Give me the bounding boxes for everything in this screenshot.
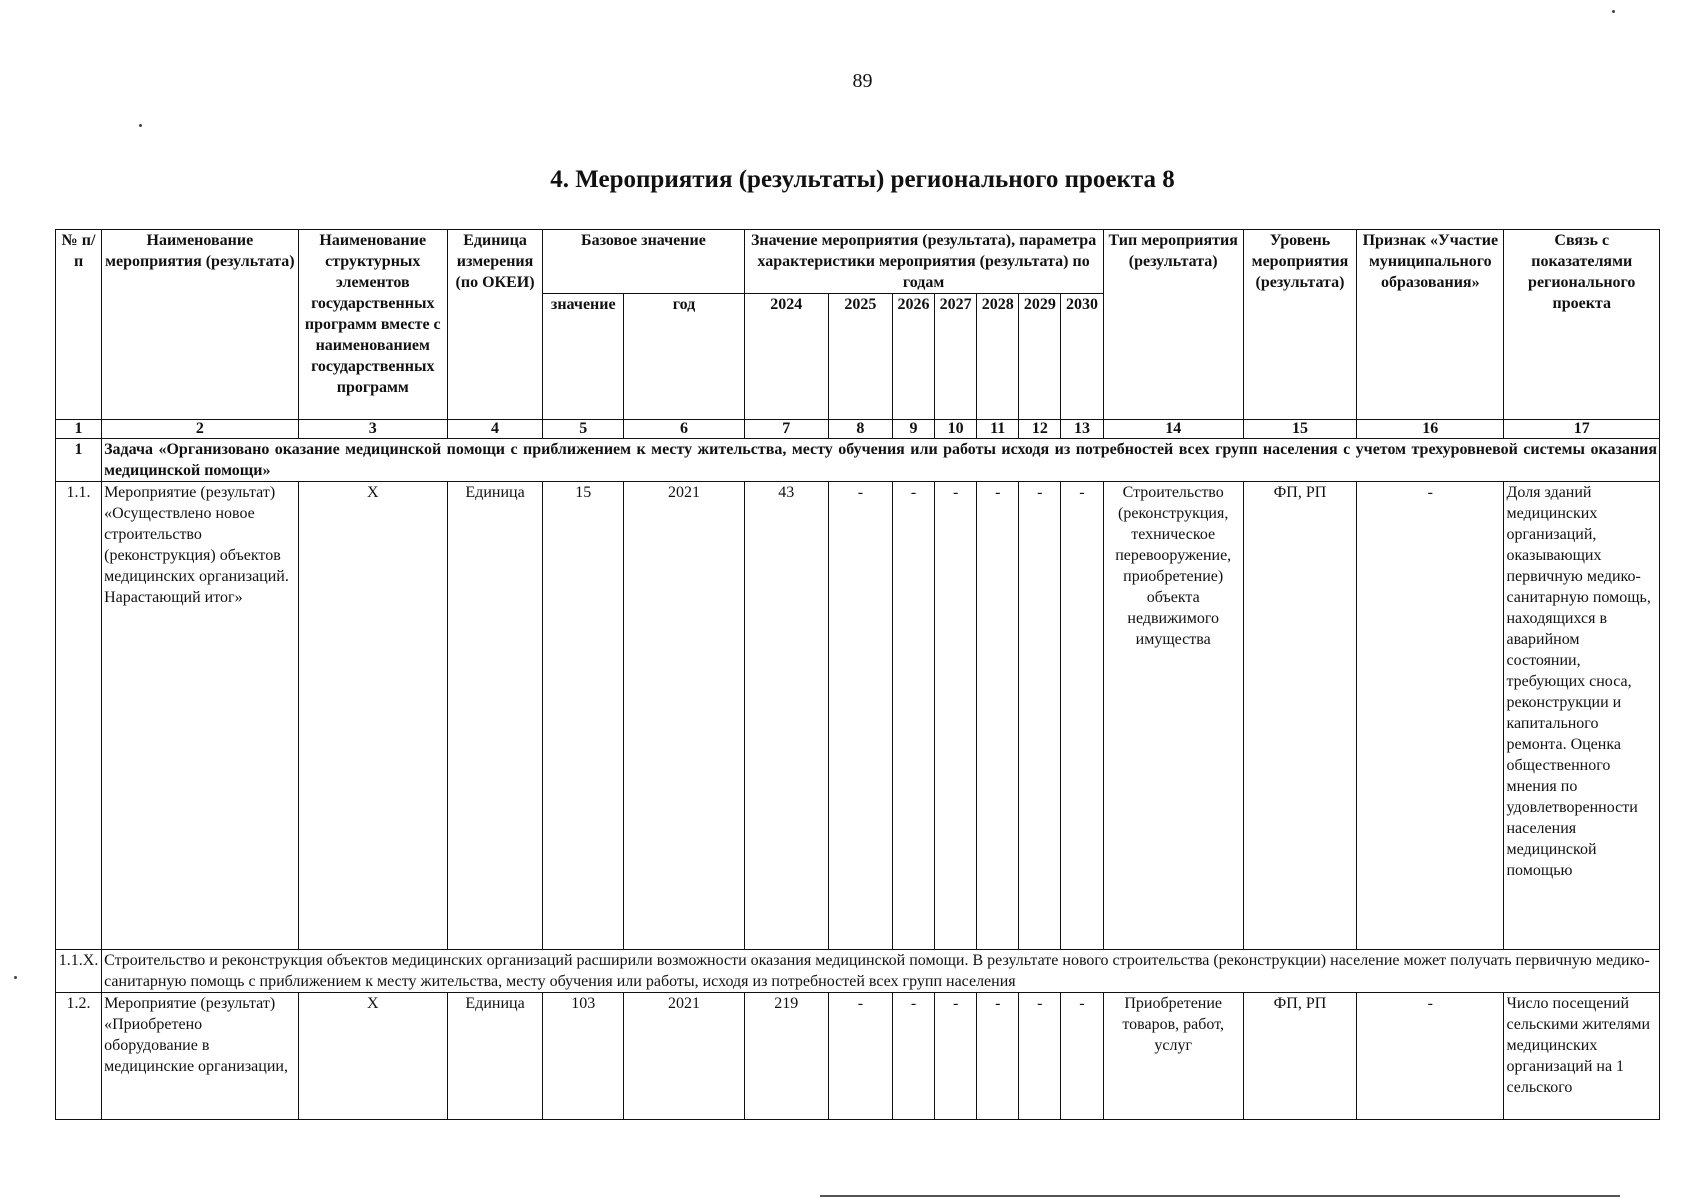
column-number: 3 — [298, 420, 447, 439]
header-name: Наименование мероприятия (результата) — [102, 230, 298, 420]
scan-speck — [14, 976, 17, 979]
note-num: 1.1.Х. — [56, 950, 102, 993]
column-number: 4 — [447, 420, 542, 439]
row-base-year: 2021 — [624, 993, 744, 1120]
column-number: 10 — [935, 420, 977, 439]
scan-speck — [139, 124, 142, 127]
column-number: 14 — [1103, 420, 1243, 439]
header-year: 2030 — [1061, 294, 1103, 420]
row-type: Приобретение товаров, работ, услуг — [1103, 993, 1243, 1120]
column-number: 1 — [56, 420, 102, 439]
header-year: 2025 — [828, 294, 892, 420]
column-number: 6 — [624, 420, 744, 439]
row-unit: Единица — [447, 482, 542, 950]
task-row — [56, 439, 1660, 482]
column-number: 11 — [977, 420, 1019, 439]
column-number: 7 — [744, 420, 828, 439]
note-row — [56, 950, 1660, 993]
row-value: - — [828, 993, 892, 1120]
header-base: Базовое значение — [543, 230, 744, 294]
header-sign: Признак «Участие муниципального образования» — [1357, 230, 1504, 420]
scan-artifact-line — [820, 1195, 1620, 1197]
column-number: 8 — [828, 420, 892, 439]
column-number: 17 — [1504, 420, 1660, 439]
header-year: 2029 — [1019, 294, 1061, 420]
header-values: Значение мероприятия (результата), параметра характеристики мероприятия (результата) по годам — [744, 230, 1103, 294]
header-num: № п/п — [56, 230, 102, 420]
header-year: 2026 — [893, 294, 935, 420]
row-value: - — [893, 993, 935, 1120]
row-value: - — [893, 482, 935, 950]
row-link: Число посещений сельскими жителями медицинских организаций на 1 сельского — [1504, 993, 1660, 1120]
header-base-value: значение — [543, 294, 624, 420]
row-sign: - — [1357, 993, 1504, 1120]
row-value: - — [1019, 482, 1061, 950]
row-value: 219 — [744, 993, 828, 1120]
column-number: 15 — [1243, 420, 1356, 439]
header-year: 2024 — [744, 294, 828, 420]
header-row-1 — [56, 230, 1660, 294]
column-number: 5 — [543, 420, 624, 439]
header-year: 2028 — [977, 294, 1019, 420]
row-num: 1.1. — [56, 482, 102, 950]
row-value: - — [1061, 993, 1103, 1120]
row-struct: Х — [298, 993, 447, 1120]
row-value: - — [977, 482, 1019, 950]
column-number-row — [56, 420, 1660, 439]
row-value: - — [977, 993, 1019, 1120]
row-value: - — [935, 482, 977, 950]
row-sign: - — [1357, 482, 1504, 950]
task-text: Задача «Организовано оказание медицинской помощи с приближением к месту жительства, месту обучения или работы исходя из потребностей всех групп населения с учетом трехуровневой системы оказания медицинской помощи» — [102, 439, 1660, 482]
row-value: - — [1061, 482, 1103, 950]
header-unit: Единица измерения (по ОКЕИ) — [447, 230, 542, 420]
row-name: Мероприятие (результат) «Осуществлено новое строительство (реконструкция) объектов медицинских организаций. Нарастающий итог» — [102, 482, 298, 950]
page-number: 89 — [852, 70, 873, 92]
header-link: Связь с показателями регионального проекта — [1504, 230, 1660, 420]
row-name: Мероприятие (результат) «Приобретено оборудование в медицинские организации, — [102, 993, 298, 1120]
row-unit: Единица — [447, 993, 542, 1120]
header-type: Тип мероприятия (результата) — [1103, 230, 1243, 420]
column-number: 2 — [102, 420, 298, 439]
row-base-value: 103 — [543, 993, 624, 1120]
row-value: - — [935, 993, 977, 1120]
column-number: 12 — [1019, 420, 1061, 439]
row-level: ФП, РП — [1243, 993, 1356, 1120]
column-number: 9 — [893, 420, 935, 439]
header-level: Уровень мероприятия (результата) — [1243, 230, 1356, 420]
row-value: 43 — [744, 482, 828, 950]
row-value: - — [828, 482, 892, 950]
task-num: 1 — [56, 439, 102, 482]
table-row — [56, 993, 1660, 1120]
column-number: 16 — [1357, 420, 1504, 439]
header-year: 2027 — [935, 294, 977, 420]
table-row — [56, 482, 1660, 950]
scan-speck — [1612, 10, 1615, 13]
note-text: Строительство и реконструкция объектов медицинских организаций расширили возможности оказания медицинской помощи. В результате нового строительства (реконструкции) население может получать первичную медико-санитарную помощь с приближением к месту жительства, месту обучения или работы, исходя из потребностей всех групп населения — [102, 950, 1660, 993]
activities-table — [55, 229, 1660, 1120]
page-title: 4. Мероприятия (результаты) регионального проекта 8 — [550, 166, 1175, 193]
row-level: ФП, РП — [1243, 482, 1356, 950]
row-type: Строительство (реконструкция, техническое перевооружение, приобретение) объекта недвижимого имущества — [1103, 482, 1243, 950]
row-base-year: 2021 — [624, 482, 744, 950]
header-struct: Наименование структурных элементов государственных программ вместе с наименованием государственных программ — [298, 230, 447, 420]
row-num: 1.2. — [56, 993, 102, 1120]
row-value: - — [1019, 993, 1061, 1120]
header-base-year: год — [624, 294, 744, 420]
column-number: 13 — [1061, 420, 1103, 439]
row-base-value: 15 — [543, 482, 624, 950]
row-struct: Х — [298, 482, 447, 950]
row-link: Доля зданий медицинских организаций, оказывающих первичную медико-санитарную помощь, находящихся в аварийном состоянии, требующих сноса, реконструкции и капитального ремонта. Оценка общественного мнения по удовлетворенности населения медицинской помощью — [1504, 482, 1660, 950]
